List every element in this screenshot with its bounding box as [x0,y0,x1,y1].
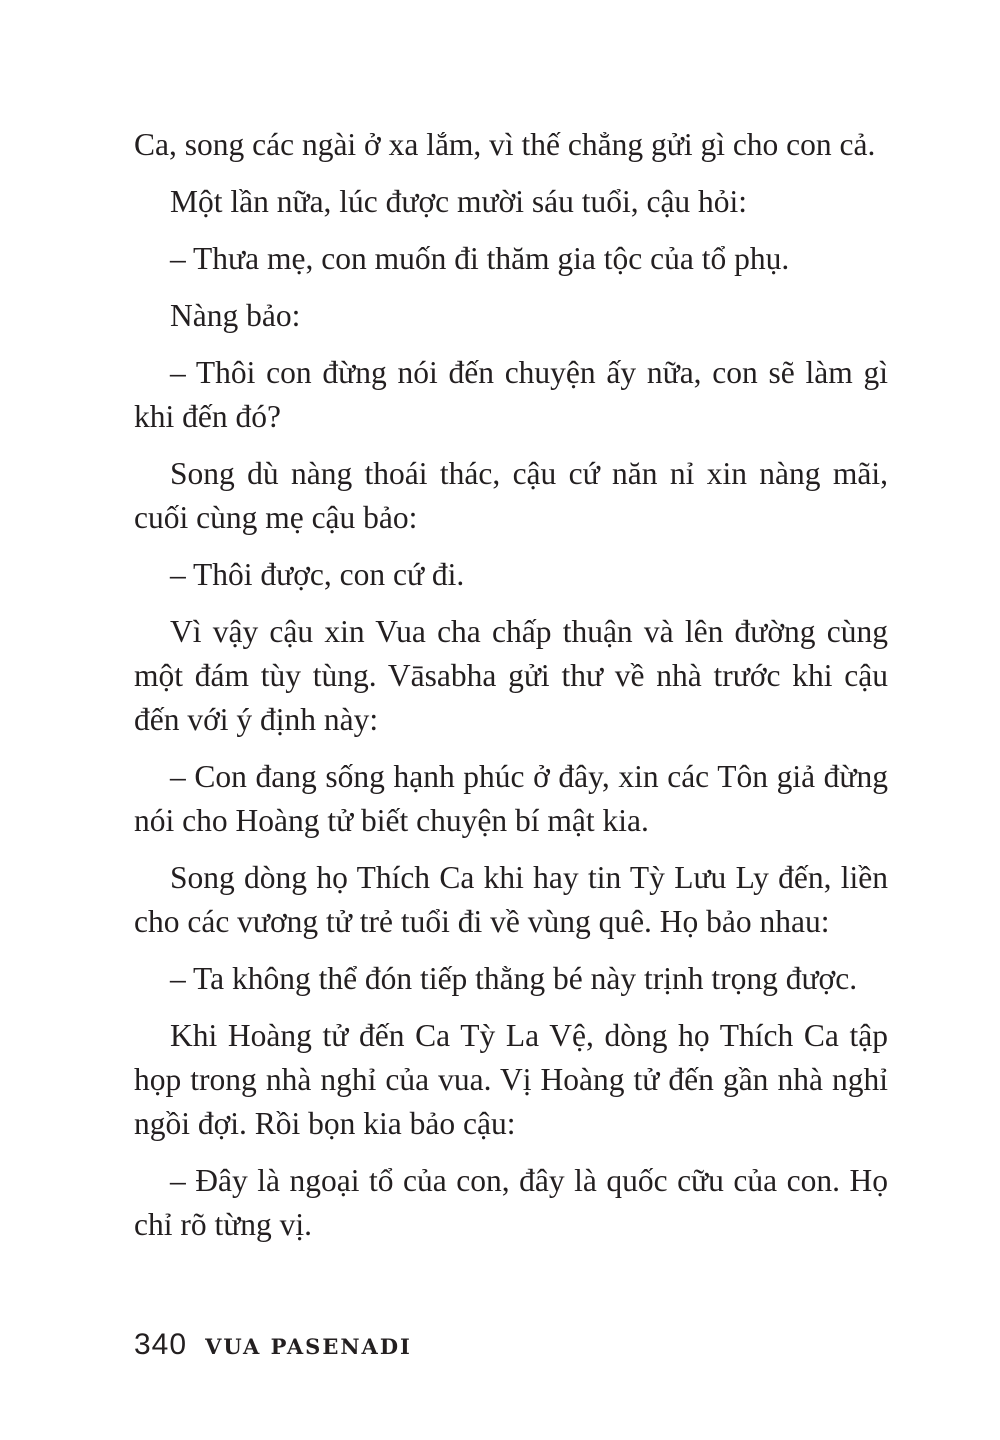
paragraph: – Thưa mẹ, con muốn đi thăm gia tộc của tổ phụ. [170,241,790,276]
paragraph: Song dù nàng thoái thác, cậu cứ năn nỉ xin nàng mãi, cuối cùng mẹ cậu bảo: [134,456,888,535]
body-text [134,123,888,1260]
paragraph: Nàng bảo: [170,298,301,333]
paragraph: – Thôi con đừng nói đến chuyện ấy nữa, con sẽ làm gì khi đến đó? [134,355,888,434]
paragraph: Ca, song các ngài ở xa lắm, vì thế chẳng gửi gì cho con cả. [134,127,876,162]
paragraph: – Ta không thể đón tiếp thằng bé này trịnh trọng được. [170,961,858,996]
page-footer [134,1328,412,1368]
paragraph: – Đây là ngoại tổ của con, đây là quốc cữu của con. Họ chỉ rõ từng vị. [134,1163,888,1242]
paragraph: – Con đang sống hạnh phúc ở đây, xin các Tôn giả đừng nói cho Hoàng tử biết chuyện bí mật kia. [134,759,888,838]
paragraph: Một lần nữa, lúc được mười sáu tuổi, cậu hỏi: [170,184,748,219]
running-title: VUA PASENADI [205,1334,412,1359]
paragraph: Khi Hoàng tử đến Ca Tỳ La Vệ, dòng họ Thích Ca tập họp trong nhà nghỉ của vua. Vị Hoàng tử đến gần nhà nghỉ ngồi đợi. Rồi bọn kia bảo cậu: [134,1018,888,1141]
paragraph: Song dòng họ Thích Ca khi hay tin Tỳ Lưu Ly đến, liền cho các vương tử trẻ tuổi đi về vùng quê. Họ bảo nhau: [134,860,888,939]
paragraph: Vì vậy cậu xin Vua cha chấp thuận và lên đường cùng một đám tùy tùng. Vāsabha gửi thư về nhà trước khi cậu đến với ý định này: [134,614,888,737]
paragraph: – Thôi được, con cứ đi. [170,557,465,592]
page-number: 340 [134,1328,188,1361]
